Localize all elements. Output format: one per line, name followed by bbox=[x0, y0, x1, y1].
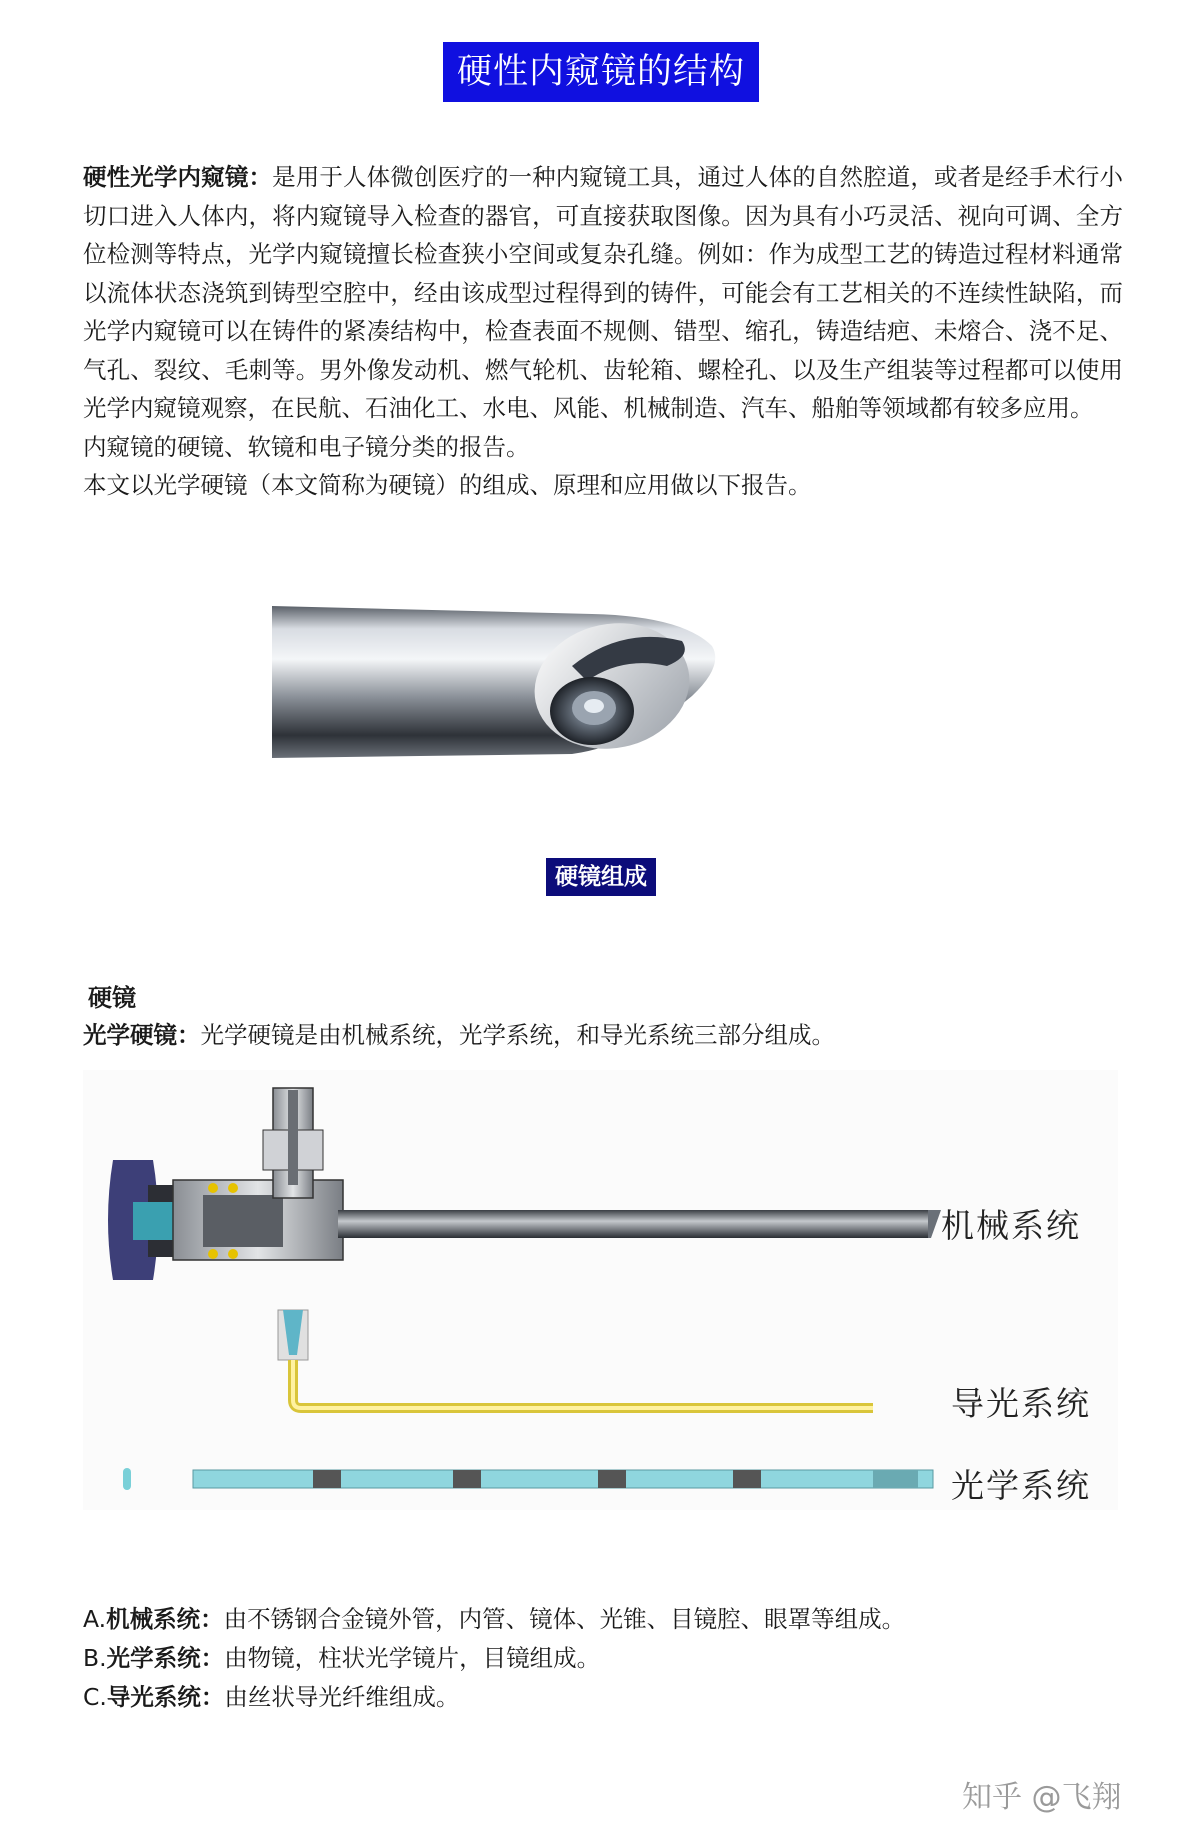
label-light-guide-system: 导光系统 bbox=[951, 1384, 1091, 1423]
list-prefix: B. bbox=[83, 1644, 107, 1672]
rigid-scope-diagram bbox=[83, 1070, 1118, 1510]
component-list bbox=[83, 1600, 905, 1717]
figure-caption: 硬镜组成 bbox=[546, 858, 656, 896]
list-term: 导光系统 bbox=[106, 1683, 201, 1711]
section-heading: 硬镜 bbox=[88, 984, 136, 1012]
section-term: 光学硬镜 bbox=[83, 1021, 177, 1049]
list-prefix: C. bbox=[83, 1683, 107, 1711]
section-intro bbox=[83, 1016, 835, 1050]
list-item bbox=[83, 1600, 905, 1639]
page-title: 硬性内窥镜的结构图 bbox=[443, 42, 759, 102]
list-body: 由不锈钢合金镜外管，内管、镜体、光锥、目镜腔、眼罩等组成。 bbox=[223, 1605, 906, 1633]
intro-line-2: 内窥镜的硬镜、软镜和电子镜分类的报告。 bbox=[83, 432, 530, 461]
list-item bbox=[83, 1678, 905, 1717]
watermark: 知乎 @飞翔 bbox=[962, 1780, 1122, 1815]
list-term: 光学系统 bbox=[106, 1644, 201, 1672]
section-term-colon: ： bbox=[177, 1021, 201, 1049]
list-colon: ： bbox=[200, 1644, 225, 1672]
intro-paragraph bbox=[83, 158, 1123, 505]
intro-body: 是用于人体微创医疗的一种内窥镜工具，通过人体的自然腔道，或者是经手术行小切口进入人体内，将内窥镜导入检查的器官，可直接获取图像。因为具有小巧灵活、视向可调、全方位检测等特点，光学内窥镜擅长检查狭小空间或复杂孔缝。例如：作为成型工艺的铸造过程材料通常以流体状态浇筑到铸型空腔中，经由该成型过程得到的铸件，可能会有工艺相关的不连续性缺陷，而光学内窥镜可以在铸件的紧凑结构中，检查表面不规侧、错型、缩孔，铸造结疤、未熔合、浇不足、气孔、裂纹、毛刺等。男外像发动机、燃气轮机、齿轮箱、螺栓孔、以及生产组装等过程都可以使用光学内窥镜观察，在民航、石油化工、水电、风能、机械制造、汽车、船舶等领域都有较多应用。 bbox=[83, 163, 1124, 422]
list-body: 由物镜，柱状光学镜片，目镜组成。 bbox=[224, 1644, 601, 1672]
list-body: 由丝状导光纤维组成。 bbox=[224, 1683, 460, 1711]
list-item bbox=[83, 1639, 905, 1678]
list-colon: ： bbox=[200, 1605, 224, 1633]
endoscope-tip-image bbox=[272, 586, 724, 766]
intro-term: 硬性光学内窥镜 bbox=[83, 163, 249, 191]
label-optical-system: 光学系统 bbox=[951, 1466, 1091, 1505]
list-colon: ： bbox=[200, 1683, 225, 1711]
label-mechanical-system: 机械系统 bbox=[941, 1206, 1081, 1245]
list-term: 机械系统 bbox=[106, 1605, 201, 1633]
rigid-scope-drawing bbox=[83, 1070, 1118, 1510]
intro-term-colon: ： bbox=[248, 163, 273, 191]
intro-line-3: 本文以光学硬镜（本文简称为硬镜）的组成、原理和应用做以下报告。 bbox=[83, 471, 812, 499]
list-prefix: A. bbox=[83, 1605, 107, 1633]
section-body: 光学硬镜是由机械系统，光学系统，和导光系统三部分组成。 bbox=[200, 1021, 835, 1049]
